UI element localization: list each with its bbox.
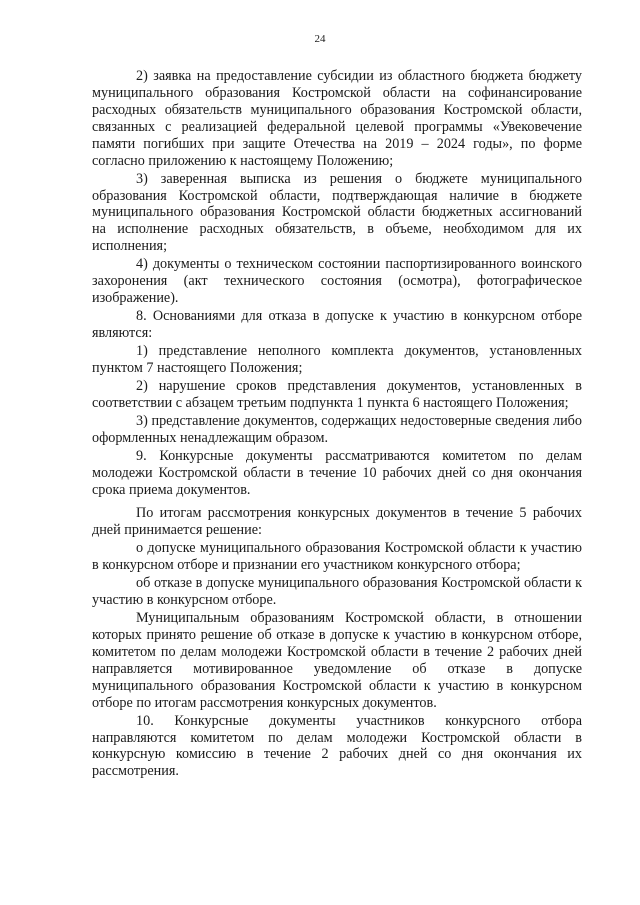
paragraph-decision-intro: По итогам рассмотрения конкурсных документов в течение 5 рабочих дней принимается решение: [92, 504, 582, 538]
paragraph-item-4-technical-documents: 4) документы о техническом состоянии паспортизированного воинского захоронения (акт технического состояния (осмотра), фотографическое изображение). [92, 256, 582, 307]
paragraph-section-9-review: 9. Конкурсные документы рассматриваются комитетом по делам молодежи Костромской области в течение 10 рабочих дней со дня окончания срока приема документов. [92, 448, 582, 499]
paragraph-item-3-budget-extract: 3) заверенная выписка из решения о бюджете муниципального образования Костромской области, подтверждающая наличие в бюджете муниципального образования Костромской области бюджетных ассигнований на исполнение расходных обязательств, в объеме, необходимом для их исполнения; [92, 170, 582, 255]
page-number: 24 [314, 33, 326, 45]
paragraph-decision-refusal: об отказе в допуске муниципального образования Костромской области к участию в конкурсном отборе. [92, 574, 582, 608]
paragraph-refusal-ground-1: 1) представление неполного комплекта документов, установленных пунктом 7 настоящего Положения; [92, 343, 582, 377]
paragraph-refusal-notification: Муниципальным образованиям Костромской области, в отношении которых принято решение об отказе в допуске к участию в конкурсном отборе, комитетом по делам молодежи Костромской области в течение 2 рабочих дней направляется мотивированное уведомление об отказе в допуске муниципального образования Костромской области к участию в конкурсном отборе по итогам рассмотрения конкурсных документов. [92, 609, 582, 711]
paragraph-item-2-application: 2) заявка на предоставление субсидии из областного бюджета бюджету муниципального образования Костромской области на софинансирование расходных обязательств муниципального образования Костромской области, связанных с реализацией федеральной целевой программы «Увековечение памяти погибших при защите Отечества на 2019 – 2024 годы», по форме согласно приложению к настоящему Положению; [92, 68, 582, 169]
document-body [92, 68, 582, 781]
paragraph-refusal-ground-2: 2) нарушение сроков представления документов, установленных в соответствии с абзацем третьим подпункта 1 пункта 6 настоящего Положения; [92, 378, 582, 412]
paragraph-refusal-ground-3: 3) представление документов, содержащих недостоверные сведения либо оформленных ненадлежащим образом. [92, 413, 582, 447]
paragraph-section-10-commission: 10. Конкурсные документы участников конкурсного отбора направляются комитетом по делам молодежи Костромской области в конкурсную комиссию в течение 2 рабочих дней со дня окончания их рассмотрения. [92, 712, 582, 780]
paragraph-decision-admission: о допуске муниципального образования Костромской области к участию в конкурсном отборе и признании его участником конкурсного отбора; [92, 539, 582, 573]
paragraph-section-8-refusal-grounds: 8. Основаниями для отказа в допуске к участию в конкурсном отборе являются: [92, 308, 582, 342]
